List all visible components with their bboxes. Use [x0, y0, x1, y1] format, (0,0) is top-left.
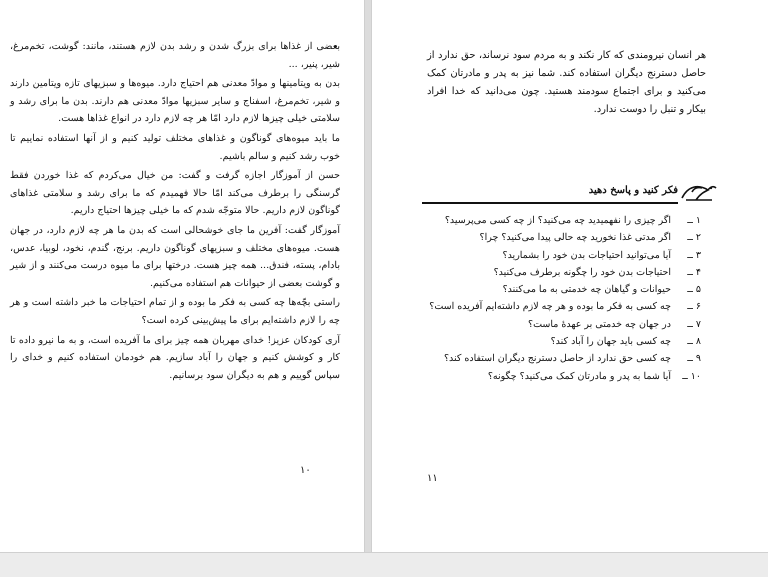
- paragraph: ما باید میوه‌های گوناگون و غذاهای مختلف تولید کنیم و از آنها استفاده نماییم تا خوب رشد کنیم و سالم باشیم.: [10, 132, 340, 162]
- section-header: [422, 178, 718, 208]
- decorative-bird-icon: [678, 178, 718, 206]
- question-text: آیا شما به پدر و مادرتان کمک می‌کنید؟ چگونه؟: [487, 370, 671, 382]
- section-title: فکر کنید و پاسخ دهید: [588, 185, 678, 196]
- question-text: اگر چیزی را نفهمیدید چه می‌کنید؟ از چه کسی می‌پرسید؟: [444, 215, 671, 226]
- left-page-body: [10, 38, 340, 386]
- question-text: در جهان چه خدمتی بر عهدهٔ ماست؟: [528, 318, 671, 330]
- question-number: ۶ ــ: [687, 301, 701, 313]
- page-number: ۱۱: [427, 473, 438, 484]
- list-item: [481, 247, 701, 264]
- question-text: احتیاجات بدن خود را چگونه برطرف می‌کنید؟: [493, 266, 671, 278]
- question-text: چه کسی باید جهان را آباد کند؟: [550, 336, 671, 348]
- question-number: ۸ ــ: [687, 336, 701, 348]
- paragraph: آری کودکان عزیز! خدای مهربان همه چیز برای ما آفریده است، و به ما نیرو داده تا کار و کوشش کنیم و جهان را آباد سازیم. هم خودمان استفاده کنیم و خدای را سپاس گوییم و هم به دیگران سود برسانیم.: [10, 334, 340, 381]
- list-item: [429, 298, 701, 315]
- intro-paragraph: هر انسان نیرومندی که کار نکند و به مردم سود نرساند، حق ندارد از حاصل دسترنج دیگران استفاده کند. شما نیز به پدر و مادرتان کمک می‌کنید و برای اجتماع سودمند هستید. چون می‌دانید که خدا افراد بیکار و تنبل را دوست ندارد.: [427, 50, 706, 115]
- question-text: حیوانات و گیاهان چه خدمتی به ما می‌کنند؟: [502, 284, 671, 296]
- list-item: [481, 333, 701, 350]
- page-number: ۱۰: [300, 465, 311, 476]
- list-item: [443, 350, 701, 367]
- question-list: [429, 212, 701, 385]
- question-text: چه کسی حق ندارد از حاصل دسترنج دیگران استفاده کند؟: [443, 353, 671, 365]
- paragraph: حسن از آموزگار اجازه گرفت و گفت: من خیال می‌کردم که غذا خوردن فقط گرسنگی را برطرف می‌کند امّا حالا فهمیدم که ما برای رشد و سلامتی غذاهای گوناگون لازم داریم. حالا متوجّه شدم که ما خیلی چیزها احتیاج داریم.: [10, 170, 340, 217]
- question-number: ۱۰ ــ: [682, 370, 701, 382]
- question-text: آیا می‌توانید احتیاجات بدن خود را بشمارید؟: [502, 249, 671, 261]
- paragraph: بعضی از غذاها برای بزرگ شدن و رشد بدن لازم هستند، مانند: گوشت، تخم‌مرغ، شیر، پنیر، ...: [10, 41, 340, 70]
- question-text: اگر مدتی غذا نخورید چه حالی پیدا می‌کنید؟ چرا؟: [479, 232, 671, 244]
- question-number: ۲ ــ: [687, 232, 701, 244]
- question-number: ۵ ــ: [687, 284, 701, 296]
- list-item: [481, 316, 701, 333]
- question-number: ۹ ــ: [687, 353, 701, 365]
- viewer-bottom-bar: [0, 552, 768, 577]
- section-rule: [422, 202, 678, 204]
- list-item: [481, 264, 701, 281]
- page-left: [0, 0, 365, 552]
- list-item: [444, 212, 701, 229]
- page-right: [371, 0, 768, 552]
- list-item: [481, 229, 701, 246]
- question-text: چه کسی به فکر ما بوده و هر چه لازم داشته‌ایم آفریده است؟: [429, 301, 671, 313]
- question-number: ۴ ــ: [687, 266, 701, 278]
- list-item: [481, 368, 701, 385]
- paragraph: راستی بچّه‌ها چه کسی به فکر ما بوده و از تمام احتیاجات ما خبر داشته است و هر چه را لازم داشته‌ایم برای ما پیش‌بینی کرده است؟: [10, 297, 340, 326]
- paragraph: آموزگار گفت: آفرین ما جای خوشحالی است که بدن ما هر چه لازم دارد، در جهان هست. میوه‌های مختلف و سبزیهای گوناگون داریم. برنج، گندم، نخود، لوبیا، عدس، بادام، پسته، فندق... همه چیز هست. درختها برای ما میوه درست می‌کنند و از شیر و گوشت بعضی از حیوانات هم استفاده می‌کنیم.: [10, 224, 340, 289]
- question-number: ۷ ــ: [687, 318, 701, 330]
- question-number: ۳ ــ: [687, 249, 701, 261]
- list-item: [481, 281, 701, 298]
- paragraph: بدن به ویتامینها و موادّ معدنی هم احتیاج دارد. میوه‌ها و سبزیهای تازه ویتامین دارند و شیر، تخم‌مرغ، اسفناج و سایر سبزیها موادّ معدنی هم دارند. بدن ما برای رشد و سلامتی خیلی چیزها لازم دارد امّا هر چه لازم دارد در انواع غذاها هست.: [10, 78, 340, 125]
- question-number: ۱ ــ: [687, 215, 701, 226]
